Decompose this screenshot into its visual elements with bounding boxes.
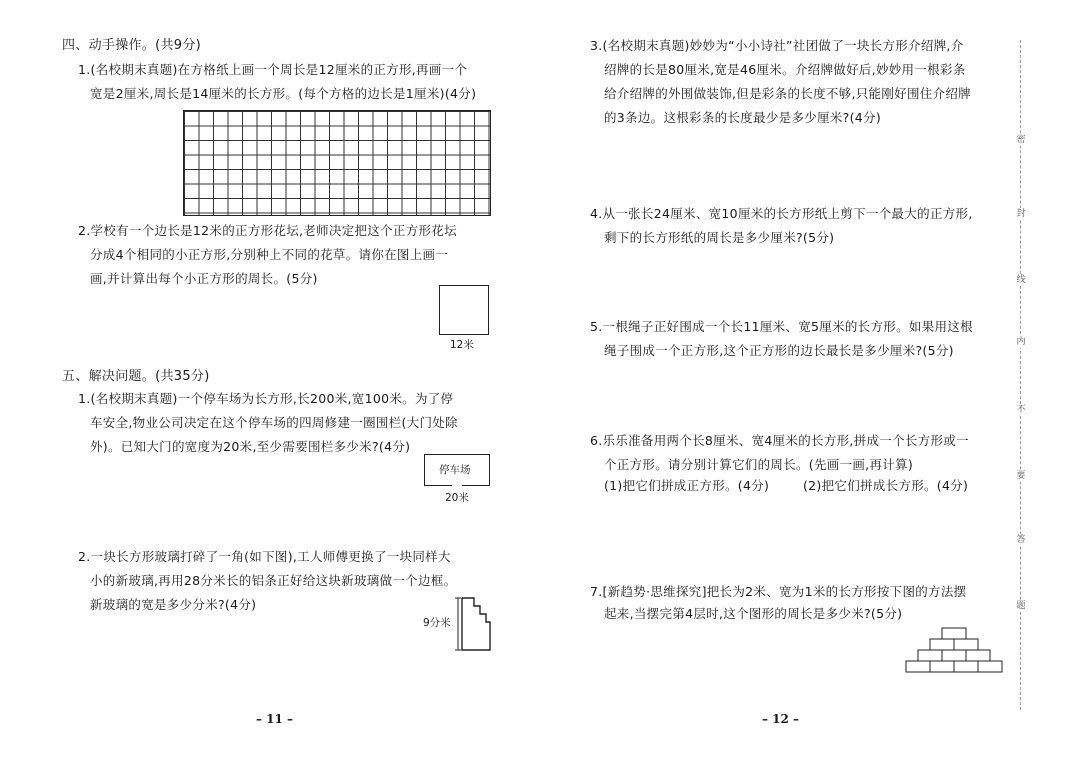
page-number-left: – 11 – xyxy=(256,712,294,726)
q5-1-line-1: 1.(名校期末真题)一个停车场为长方形,长200米,宽100米。为了停 xyxy=(78,391,454,406)
page-number-right: – 12 – xyxy=(762,712,800,726)
flower-bed-square xyxy=(439,285,489,335)
broken-glass-figure xyxy=(452,596,494,654)
gate-gap xyxy=(452,483,462,488)
seal-char: 内 xyxy=(1014,336,1028,348)
q3-line-2: 绍牌的长是80厘米,宽是46厘米。介绍牌做好后,妙妙用一根彩条 xyxy=(604,62,966,77)
q5-1-line-3: 外)。已知大门的宽度为20米,至少需要围栏多少米?(4分) xyxy=(90,439,411,454)
seal-line xyxy=(1014,40,1028,710)
q6-line-2: 个正方形。请分别计算它们的周长。(先画一画,再计算) xyxy=(604,457,914,472)
glass-height-label: 9分米 xyxy=(423,617,451,629)
q4-line-2: 剩下的长方形纸的周长是多少厘米?(5分) xyxy=(604,230,835,245)
q1-line-2: 宽是2厘米,周长是14厘米的长方形。(每个方格的边长是1厘米)(4分) xyxy=(90,86,477,101)
q5-1-line-2: 车安全,物业公司决定在这个停车场的四周修建一圈围栏(大门处除 xyxy=(90,415,458,430)
q2-line-2: 分成4个相同的小正方形,分别种上不同的花草。请你在图上画一 xyxy=(90,247,449,262)
brick-pyramid-figure xyxy=(904,625,1004,675)
q7-line-1: 7.[新趋势·思维探究]把长为2米、宽为1米的长方形按下图的方法摆 xyxy=(590,584,967,599)
q6-sub-1: (1)把它们拼成正方形。(4分) xyxy=(604,478,770,493)
grid-paper xyxy=(183,110,491,216)
seal-char: 要 xyxy=(1014,470,1028,482)
parking-lot-label: 停车场 xyxy=(439,464,471,476)
gate-label: 20米 xyxy=(445,492,469,504)
q6-line-1: 6.乐乐准备用两个长8厘米、宽4厘米的长方形,拼成一个长方形或一 xyxy=(590,433,969,448)
q3-line-1: 3.(名校期末真题)妙妙为“小小诗社”社团做了一块长方形介绍牌,介 xyxy=(590,38,964,53)
q4-line-1: 4.从一张长24厘米、宽10厘米的长方形纸上剪下一个最大的正方形, xyxy=(590,206,973,221)
q5-line-2: 绳子围成一个正方形,这个正方形的边长最长是多少厘米?(5分) xyxy=(604,343,954,358)
section-5-title: 五、解决问题。(共35分) xyxy=(62,369,210,384)
q5-2-line-1: 2.一块长方形玻璃打碎了一角(如下图),工人师傅更换了一块同样大 xyxy=(78,549,451,564)
q2-line-3: 画,并计算出每个小正方形的周长。(5分) xyxy=(90,271,318,286)
seal-char: 线 xyxy=(1014,274,1028,286)
seal-char: 答 xyxy=(1014,534,1028,546)
seal-char: 不 xyxy=(1014,404,1028,416)
seal-char: 密 xyxy=(1014,134,1028,146)
q2-line-1: 2.学校有一个边长是12米的正方形花坛,老师决定把这个正方形花坛 xyxy=(78,223,457,238)
seal-char: 题 xyxy=(1014,600,1028,612)
q5-2-line-3: 新玻璃的宽是多少分米?(4分) xyxy=(90,597,257,612)
q1-line-1: 1.(名校期末真题)在方格纸上画一个周长是12厘米的正方形,再画一个 xyxy=(78,62,468,77)
q5-2-line-2: 小的新玻璃,再用28分米长的铝条正好给这块新玻璃做一个边框。 xyxy=(90,573,457,588)
section-4-title: 四、动手操作。(共9分) xyxy=(62,38,202,53)
q6-sub-2: (2)把它们拼成长方形。(4分) xyxy=(803,478,969,493)
q3-line-3: 给介绍牌的外围做装饰,但是彩条的长度不够,只能刚好围住介绍牌 xyxy=(604,86,971,101)
q5-line-1: 5.一根绳子正好围成一个长11厘米、宽5厘米的长方形。如果用这根 xyxy=(590,319,973,334)
q7-line-2: 起来,当摆完第4层时,这个图形的周长是多少米?(5分) xyxy=(604,606,903,621)
q3-line-4: 的3条边。这根彩条的长度最少是多少厘米?(4分) xyxy=(604,110,881,125)
flower-bed-label: 12米 xyxy=(450,339,474,351)
seal-char: 封 xyxy=(1014,208,1028,220)
